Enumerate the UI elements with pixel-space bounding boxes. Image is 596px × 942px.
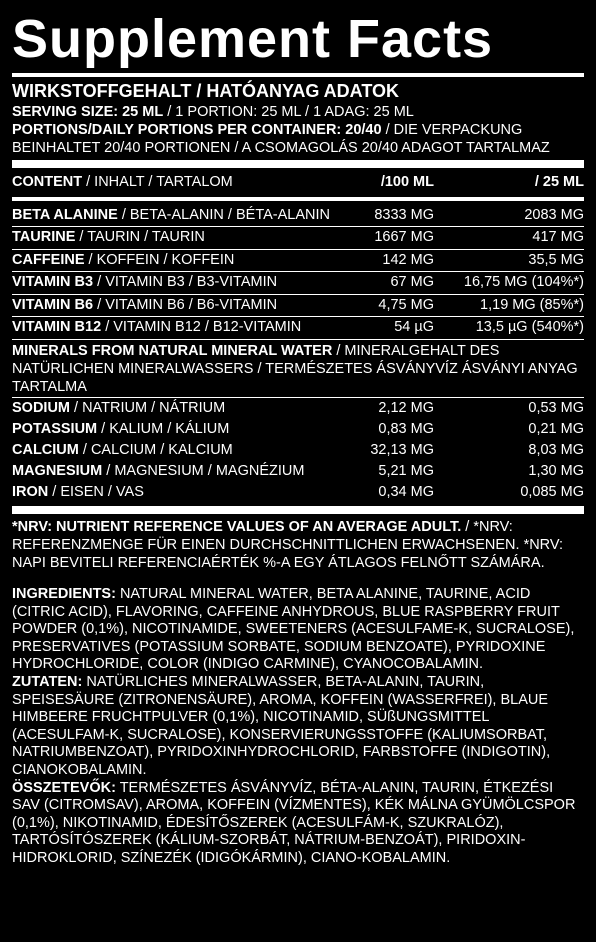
nutrient-name: TAURINE / TAURIN / TAURIN	[12, 229, 205, 245]
portions-text: / DIE VERPACKUNG BEINHALTET 20/40 PORTIONEN / A CSOMAGOLÁS 20/40 ADAGOT TARTALMAZ	[12, 122, 550, 156]
nutrient-name: MAGNESIUM / MAGNESIUM / MAGNÉZIUM	[12, 462, 305, 479]
serving-size-label: SERVING SIZE: 25 ML	[12, 104, 164, 120]
divider	[12, 73, 584, 77]
table-row	[12, 317, 584, 340]
nutrient-name: VITAMIN B12 / VITAMIN B12 / B12-VITAMIN	[12, 319, 302, 335]
value-per-100ml: 1667 MG	[374, 229, 434, 245]
nutrient-name: BETA ALANINE / BETA-ALANIN / BÉTA-ALANIN	[12, 206, 330, 223]
value-per-25ml: 13,5 µG (540%*)	[475, 319, 584, 335]
ingredients-german: ZUTATEN: NATÜRLICHES MINERALWASSER, BETA-ALANIN, TAURIN, SPEISESÄURE (ZITRONENSÄURE), AROMA, KOFFEIN (WASSERFREI), BLAUE HIMBEERE FRUCHTPULVER (0,1%), NICOTINAMID, SÜßUNGSMITTEL (ACESULFAM-K, SUCRALOSE), KONSERVIERUNGSSTOFFE (KALIUMSORBAT, NATRIUMBENZOAT), PYRIDOXINHYDROCHLORID, FARBSTOFFE (INDIGOTIN), CIANOKOBALAMIN.	[12, 674, 551, 779]
table-row	[12, 295, 584, 318]
value-per-25ml: 8,03 MG	[528, 441, 584, 458]
value-per-100ml: 5,21 MG	[378, 462, 434, 479]
nutrient-name: SODIUM / NATRIUM / NÁTRIUM	[12, 399, 226, 416]
table-row	[12, 205, 584, 228]
nutrient-name: CAFFEINE / KOFFEIN / KOFFEIN	[12, 251, 235, 268]
supplement-facts-panel	[0, 8, 596, 942]
value-per-100ml: 4,75 MG	[378, 296, 434, 313]
value-per-100ml: 54 µG	[394, 319, 434, 335]
panel-title: Supplement Facts	[12, 9, 494, 69]
value-per-100ml: 32,13 MG	[370, 441, 434, 458]
minerals-heading: MINERALS FROM NATURAL MINERAL WATER / MINERALGEHALT DES NATÜRLICHEN MINERALWASSERS / TERMÉSZETES ÁSVÁNYVÍZ ÁSVÁNYI ANYAG TARTALMA	[12, 340, 584, 398]
nutrient-name: CALCIUM / CALCIUM / KALCIUM	[12, 441, 233, 458]
value-per-25ml: 1,19 MG (85%*)	[480, 296, 584, 313]
value-per-100ml: 0,83 MG	[378, 420, 434, 437]
nutrient-name: POTASSIUM / KALIUM / KÁLIUM	[12, 420, 230, 437]
nutrient-name: VITAMIN B6 / VITAMIN B6 / B6-VITAMIN	[12, 296, 278, 313]
divider	[12, 160, 584, 168]
value-per-100ml: 67 MG	[390, 274, 434, 290]
divider	[12, 506, 584, 514]
nrv-note: *NRV: NUTRIENT REFERENCE VALUES OF AN AVERAGE ADULT. / *NRV: REFERENZMENGE FÜR EINEN DURCHSCHNITTLICHEN ERWACHSENEN. *NRV: NAPI BEVITELI REFERENCIAÉRTÉK %-A EGY ÁTLAGOS FELNŐTT SZÁMÁRA.	[12, 518, 564, 571]
value-per-25ml: 1,30 MG	[528, 462, 584, 479]
divider	[12, 197, 584, 201]
value-per-25ml: 16,75 MG (104%*)	[463, 274, 584, 290]
value-per-25ml: 417 MG	[532, 229, 584, 245]
table-row	[12, 398, 584, 419]
table-row	[12, 250, 584, 273]
active-ingredients-table	[12, 205, 584, 340]
per-25ml-header: / 25 ML	[534, 174, 584, 190]
value-per-25ml: 0,085 MG	[520, 483, 584, 500]
nutrient-name: VITAMIN B3 / VITAMIN B3 / B3-VITAMIN	[12, 274, 278, 290]
serving-size	[12, 103, 584, 121]
table-row	[12, 461, 584, 482]
serving-size-text: / 1 PORTION: 25 ML / 1 ADAG: 25 ML	[163, 104, 414, 120]
ingredients-english: INGREDIENTS: NATURAL MINERAL WATER, BETA ALANINE, TAURINE, ACID (CITRIC ACID), FLAVORING, CAFFEINE ANHYDROUS, BLUE RASPBERRY FRUIT POWDER (0,1%), NICOTINAMIDE, SWEETENERS (ACESULFAME-K, SUCRALOSE), PRESERVATIVES (POTASSIUM SORBATE, SODIUM BENZOATE), PYRIDOXINE HYDROCHLORIDE, COLOR (INDIGO CARMINE), CYANOCOBALAMIN.	[12, 586, 575, 673]
minerals-table	[12, 398, 584, 503]
nutrient-name: IRON / EISEN / VAS	[12, 483, 144, 500]
value-per-25ml: 0,21 MG	[528, 420, 584, 437]
table-row	[12, 419, 584, 440]
table-row	[12, 227, 584, 250]
ingredients-hungarian: ÖSSZETEVŐK: TERMÉSZETES ÁSVÁNYVÍZ, BÉTA-ALANIN, TAURIN, ÉTKEZÉSI SAV (CITROMSAV), AROMA, KOFFEIN (VÍZMENTES), KÉK MÁLNA GYÜMÖLCSPOR (0,1%), NIKOTINAMID, ÉDESÍTŐSZEREK (ACESULFÁM-K, SZUKRALÓZ), TARTÓSÍTÓSZEREK (KÁLIUM-SZORBÁT, NÁTRIUM-BENZOÁT), PIRIDOXIN-HIDROKLORID, SZÍNEZÉK (IDIGÓKÁRMIN), CIANO-KOBALAMIN.	[12, 779, 576, 867]
value-per-25ml: 2083 MG	[524, 206, 584, 223]
table-row	[12, 272, 584, 295]
portions-per-container	[12, 121, 584, 157]
table-row	[12, 482, 584, 503]
table-header	[12, 172, 584, 194]
panel-subtitle: WIRKSTOFFGEHALT / HATÓANYAG ADATOK	[12, 81, 399, 101]
value-per-100ml: 8333 MG	[374, 206, 434, 223]
per-100ml-header: /100 ML	[380, 174, 434, 190]
portions-label: PORTIONS/DAILY PORTIONS PER CONTAINER: 20/40	[12, 122, 382, 138]
value-per-25ml: 0,53 MG	[528, 399, 584, 416]
value-per-100ml: 142 MG	[382, 251, 434, 268]
value-per-25ml: 35,5 MG	[528, 251, 584, 268]
content-header: CONTENT / INHALT / TARTALOM	[12, 174, 233, 190]
value-per-100ml: 2,12 MG	[378, 399, 434, 416]
table-row	[12, 440, 584, 461]
value-per-100ml: 0,34 MG	[378, 483, 434, 500]
